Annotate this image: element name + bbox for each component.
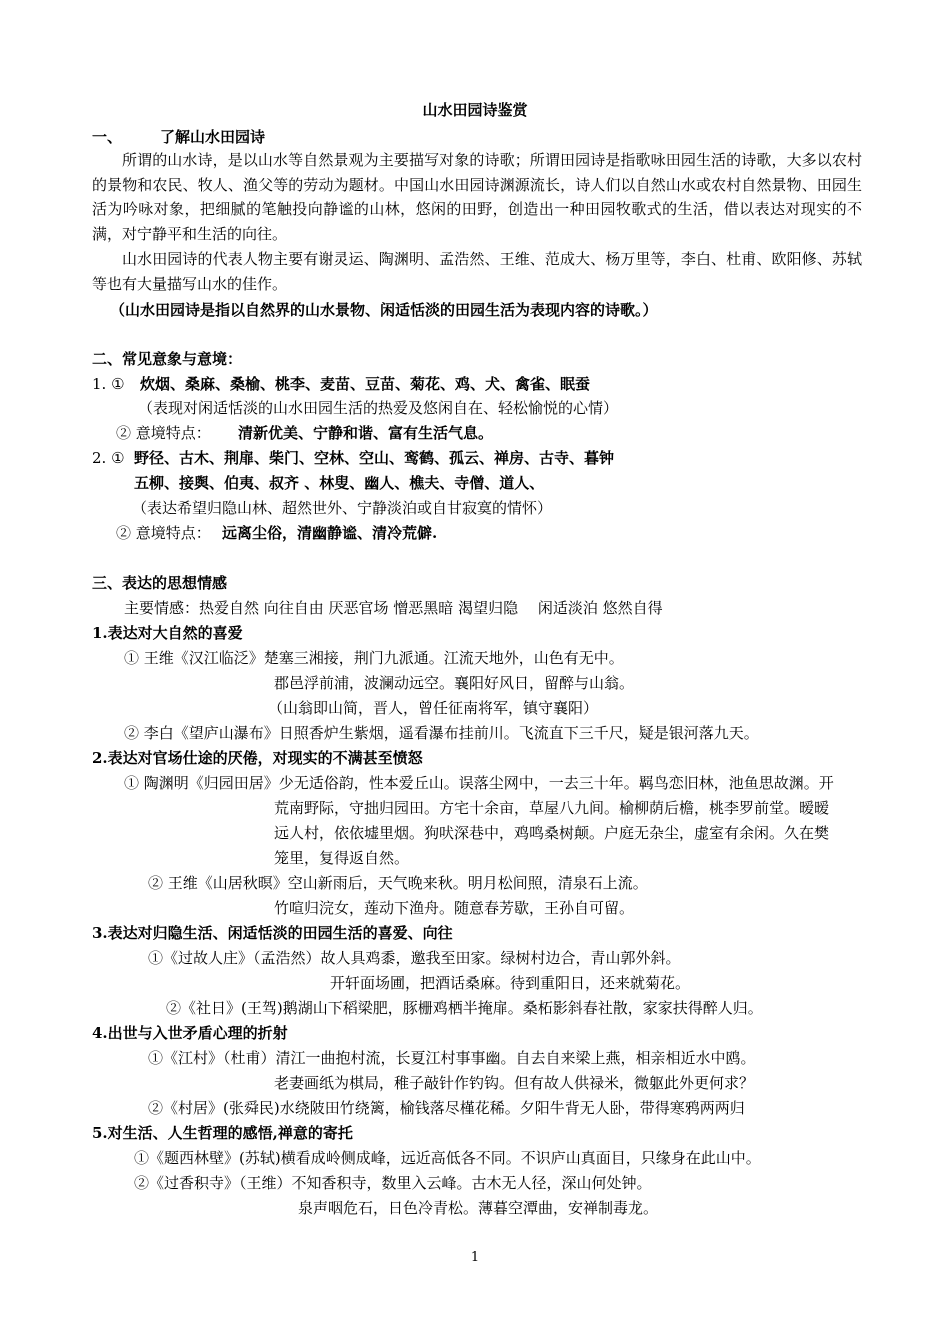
poem-line: 远人村，依依墟里烟。狗吠深巷中，鸡鸣桑树颠。户庭无杂尘，虚室有余闲。久在樊 [274,824,830,842]
poem-line: ① 王维《汉江临泛》楚塞三湘接，荆门九派通。江流天地外，山色有无中。 [124,649,624,667]
section-1-heading: 了解山水田园诗 [160,128,266,146]
poem-note: （山翁即山简，晋人，曾任征南将军，镇守襄阳） [268,699,599,717]
poem-line: ①《江村》（杜甫）清江一曲抱村流，长夏江村事事幽。自去自来梁上燕，相亲相近水中鸥。 [148,1049,756,1067]
poem-line: ①《过故人庄》（孟浩然）故人具鸡黍，邀我至田家。绿树村边合，青山郭外斜。 [148,949,681,967]
poem-line: 笼里，复得返自然。 [274,849,410,867]
imagery-2-items-b: 五柳、接舆、伯夷、叔齐 、林叟、幽人、樵夫、寺僧、道人、 [134,474,545,492]
page-number: 1 [470,1250,480,1265]
poem-line: ②《村居》(张舜民)水绕陂田竹绕篱，榆钱落尽槿花稀。夕阳牛背无人卧，带得寒鸦两两归 [148,1099,745,1117]
emotion-3-heading: 3.表达对归隐生活、闲适恬淡的田园生活的喜爱、向往 [92,924,453,942]
poem-line: ①《题西林壁》(苏轼)横看成岭侧成峰，远近高低各不同。不识庐山真面目，只缘身在此山中。 [134,1149,761,1167]
emotion-2-heading: 2.表达对官场仕途的厌倦，对现实的不满甚至愤怒 [92,749,423,767]
imagery-2-feature-label: ② 意境特点： [116,524,211,542]
section-1-paragraph-1: 所谓的山水诗，是以山水等自然景观为主要描写对象的诗歌；所谓田园诗是指歌咏田园生活的诗歌，大多以农村的景物和农民、牧人、渔父等的劳动为题材。中国山水田园诗渊源流长，诗人们以自然山水或农村自然景物、田园生活为吟咏对象，把细腻的笔触投向静谧的山林，悠闲的田野，创造出一种田园牧歌式的生活，借以表达对现实的不满，对宁静平和生活的向往。 [92,151,862,243]
poem-line: 老妻画纸为棋局，稚子敲针作钓钩。但有故人供禄米，微躯此外更何求？ [274,1074,755,1092]
imagery-1-items: 炊烟、桑麻、桑榆、桃李、麦苗、豆苗、菊花、鸡、犬、禽雀、眠蚕 [140,375,591,393]
main-emotions: 主要情感：热爱自然 向往自由 厌恶官场 憎恶黑暗 渴望归隐 闲适淡泊 悠然自得 [124,599,663,617]
poem-line: 郡邑浮前浦，波澜动远空。襄阳好风日，留醉与山翁。 [274,674,635,692]
section-3-heading: 三、表达的思想情感 [92,574,228,592]
section-1-number: 一、 [92,128,123,146]
imagery-2-note: （表达希望归隐山林、超然世外、宁静淡泊或自甘寂寞的情怀） [132,499,553,517]
emotion-4-heading: 4.出世与入世矛盾心理的折射 [92,1024,288,1042]
imagery-2-prefix: 2. ① [92,449,125,467]
section-2-heading: 二、常见意象与意境： [92,350,243,368]
emotion-1-heading: 1.表达对大自然的喜爱 [92,624,243,642]
imagery-2-items-a: 野径、古木、荆扉、柴门、空林、空山、鸾鹤、孤云、禅房、古寺、暮钟 [134,449,615,467]
poem-line: 荒南野际，守拙归园田。方宅十余亩，草屋八九间。榆柳荫后檐，桃李罗前堂。暧暧 [274,799,830,817]
poem-line: ① 陶渊明《归园田居》少无适俗韵，性本爱丘山。误落尘网中，一去三十年。羁鸟恋旧林，池鱼思故渊。开 [124,774,834,792]
emotion-5-heading: 5.对生活、人生哲理的感悟,禅意的寄托 [92,1124,353,1142]
poem-line: ② 李白《望庐山瀑布》日照香炉生紫烟，遥看瀑布挂前川。飞流直下三千尺，疑是银河落九天。 [124,724,759,742]
imagery-1-prefix: 1. ① [92,375,125,393]
poem-line: ②《社日》(王驾)鹅湖山下稻梁肥，豚栅鸡栖半掩扉。桑柘影斜春社散，家家扶得醉人归。 [166,999,763,1017]
section-1-paragraph-2: 山水田园诗的代表人物主要有谢灵运、陶渊明、孟浩然、王维、范成大、杨万里等，李白、杜甫、欧阳修、苏轼等也有大量描写山水的佳作。 [92,250,862,293]
poem-line: ② 王维《山居秋暝》空山新雨后，天气晚来秋。明月松间照，清泉石上流。 [148,874,648,892]
document-title: 山水田园诗鉴赏 [422,101,528,119]
imagery-1-feature: 清新优美、宁静和谐、富有生活气息。 [238,424,494,442]
section-1-definition: （山水田园诗是指以自然界的山水景物、闲适恬淡的田园生活为表现内容的诗歌。） [110,301,658,319]
poem-line: 泉声咽危石，日色冷青松。薄暮空潭曲，安禅制毒龙。 [298,1199,659,1217]
imagery-1-note: （表现对闲适恬淡的山水田园生活的热爱及悠闲自在、轻松愉悦的心情） [138,399,619,417]
imagery-2-feature: 远离尘俗，清幽静谧、清冷荒僻. [222,524,438,542]
poem-line: 竹喧归浣女，莲动下渔舟。随意春芳歇，王孙自可留。 [274,899,635,917]
poem-line: 开轩面场圃，把酒话桑麻。待到重阳日，还来就菊花。 [330,974,691,992]
imagery-1-feature-label: ② 意境特点： [116,424,211,442]
poem-line: ②《过香积寺》（王维）不知香积寺，数里入云峰。古木无人径，深山何处钟。 [134,1174,652,1192]
